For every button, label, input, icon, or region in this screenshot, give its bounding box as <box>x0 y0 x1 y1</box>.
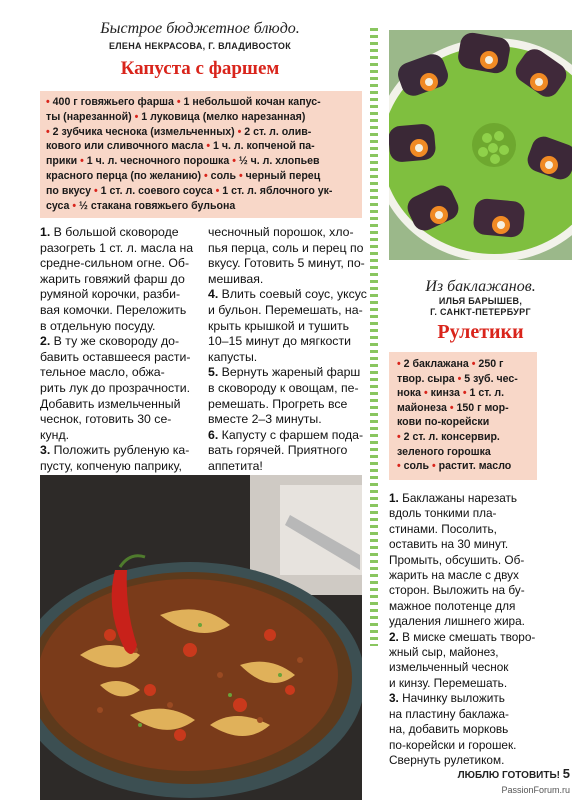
left-step-line: в отдельную посуду. <box>40 318 156 333</box>
left-step-line: румяной корочки, разби- <box>40 287 181 302</box>
right-step-line: оставить на 30 минут. <box>389 537 509 552</box>
left-step-line: и бульон. Перемешать, на- <box>208 302 363 317</box>
left-ingredient-line: • 2 зубчика чеснока (измельченных) • 2 ст. л. олив- <box>46 125 312 138</box>
right-ingredient-line: нока • кинза • 1 ст. л. <box>397 387 505 400</box>
magazine-name: ЛЮБЛЮ ГОТОВИТЬ! <box>457 770 560 781</box>
page-number: 5 <box>562 766 570 781</box>
right-step-line: Свернуть рулетиком. <box>389 752 505 767</box>
left-step-line: 4. Влить соевый соус, уксус <box>208 287 367 302</box>
cabbage-dish-photo <box>40 475 362 800</box>
right-step-line: стинами. Посолить, <box>389 521 497 536</box>
right-step-line: 3. Начинку выложить <box>389 691 505 706</box>
right-step-line: на, добавить морковь <box>389 722 509 737</box>
right-step-line: измельченный чеснок <box>389 660 509 675</box>
left-recipe-subtitle: Быстрое бюджетное блюдо. <box>100 20 300 37</box>
right-step-line: жный сыр, майонез, <box>389 645 499 660</box>
left-step-line: вать горячей. Приятного <box>208 443 348 458</box>
left-recipe-title: Капуста с фаршем <box>120 58 280 79</box>
right-ingredient-line: • соль • растит. масло <box>397 460 512 473</box>
left-step-line: вместе 2–3 минуты. <box>208 412 322 427</box>
left-step-line: в сковороду к овощам, пе- <box>208 380 359 395</box>
left-step-line: мешивая. <box>208 271 264 286</box>
right-recipe-author-name: ИЛЬЯ БАРЫШЕВ, <box>438 296 523 306</box>
left-step-line: пусту, копченую паприку, <box>40 458 182 473</box>
right-ingredient-line: • 2 ст. л. консервир. <box>397 430 500 443</box>
left-ingredient-line: прики • 1 ч. л. чесночного порошка • ½ ч. л. хлопьев <box>46 155 320 168</box>
left-ingredients-box <box>40 91 362 218</box>
right-ingredient-line: зеленого горошка <box>397 445 491 458</box>
right-step-line: удаления лишнего жира. <box>389 614 525 629</box>
right-recipe-author-city: Г. САНКТ-ПЕТЕРБУРГ <box>430 307 531 317</box>
left-step-line: 5. Вернуть жареный фарш <box>208 365 361 380</box>
left-step-line: бавить оставшееся расти- <box>40 349 191 364</box>
left-step-line: жарить говяжий фарш до <box>40 271 185 286</box>
left-step-line: чесночный порошок, хло- <box>208 225 354 239</box>
right-step-line: 1. Баклажаны нарезать <box>389 491 518 505</box>
left-step-line: капусты. <box>208 349 258 364</box>
left-step-line: разогреть 1 ст. л. масла на <box>40 240 194 255</box>
right-step-line: 2. В миске смешать творо- <box>389 629 536 644</box>
left-ingredient-line: кового или сливочного масла • 1 ч. л. копченой па- <box>46 140 315 153</box>
left-step-line: рить лук до прозрачности. <box>40 380 191 395</box>
right-step-line: по-корейски и горошек. <box>389 737 517 752</box>
right-step-line: Промыть, обсушить. Об- <box>389 552 525 567</box>
right-recipe-title: Рулетики <box>437 321 524 343</box>
left-step-line: 10–15 минут до мягкости <box>208 334 351 349</box>
column-divider <box>370 28 378 646</box>
left-step-line: 1. В большой сковороде <box>40 225 179 239</box>
left-step-line: 6. Капусту с фаршем пода- <box>208 427 364 442</box>
watermark: PassionForum.ru <box>501 785 570 795</box>
left-steps-column-2 <box>208 225 368 475</box>
right-ingredient-line: кови по-корейски <box>397 416 490 429</box>
left-recipe-author: ЕЛЕНА НЕКРАСОВА, Г. ВЛАДИВОСТОК <box>108 41 292 51</box>
right-step-line: жарить на масле с двух <box>389 568 519 583</box>
left-ingredients-list <box>46 95 356 213</box>
right-ingredient-line: твор. сыра • 5 зуб. чес- <box>397 372 518 385</box>
left-step-line: средне-сильном огне. Об- <box>40 256 190 271</box>
left-step-line: тельное масло, обжа- <box>40 365 165 380</box>
left-step-line: 3. Положить рубленую ка- <box>40 443 190 458</box>
left-step-line: пья перца, соль и перец по <box>208 240 364 255</box>
right-step-line: на пластину баклажа- <box>389 706 509 721</box>
right-step-line: вдоль тонкими пла- <box>389 506 497 521</box>
left-ingredient-line: суса • ½ стакана говяжьего бульона <box>46 199 236 212</box>
left-step-line: ремешать. Прогреть все <box>208 396 348 411</box>
right-ingredient-line: майонеза • 150 г мор- <box>397 401 509 414</box>
eggplant-rolls-photo <box>389 30 572 260</box>
left-step-line: кунд. <box>40 427 70 442</box>
right-step-line: и кинзу. Перемешать. <box>389 675 508 690</box>
right-ingredients-list <box>397 357 529 474</box>
right-steps <box>389 491 569 768</box>
left-ingredient-line: красного перца (по желанию) • соль • черный перец <box>46 169 321 182</box>
right-ingredient-line: • 2 баклажана • 250 г <box>397 358 504 370</box>
left-step-line: аппетита! <box>208 458 263 473</box>
page-footer <box>420 766 570 781</box>
right-step-line: сторон. Выложить на бу- <box>389 583 525 598</box>
right-recipe-subtitle: Из баклажанов. <box>425 278 536 295</box>
left-step-line: вкусу. Готовить 5 минут, по- <box>208 256 365 271</box>
left-step-line: крыть крышкой и тушить <box>208 318 350 333</box>
left-step-line: Добавить измельченный <box>40 396 181 411</box>
left-ingredient-line: ты (нарезанной) • 1 луковица (мелко нарезанная) <box>46 110 306 123</box>
left-ingredient-line: по вкусу • 1 ст. л. соевого соуса • 1 ст. л. яблочного ук- <box>46 184 333 197</box>
right-ingredients-box <box>389 352 537 480</box>
left-step-line: вая комочки. Переложить <box>40 302 187 317</box>
left-step-line: 2. В ту же сковороду до- <box>40 334 180 349</box>
right-step-line: мажное полотенце для <box>389 598 516 613</box>
left-ingredient-line: • 400 г говяжьего фарша • 1 небольшой кочан капус- <box>46 96 321 108</box>
left-steps-column-1 <box>40 225 202 475</box>
left-step-line: чеснок, готовить 30 се- <box>40 412 172 427</box>
